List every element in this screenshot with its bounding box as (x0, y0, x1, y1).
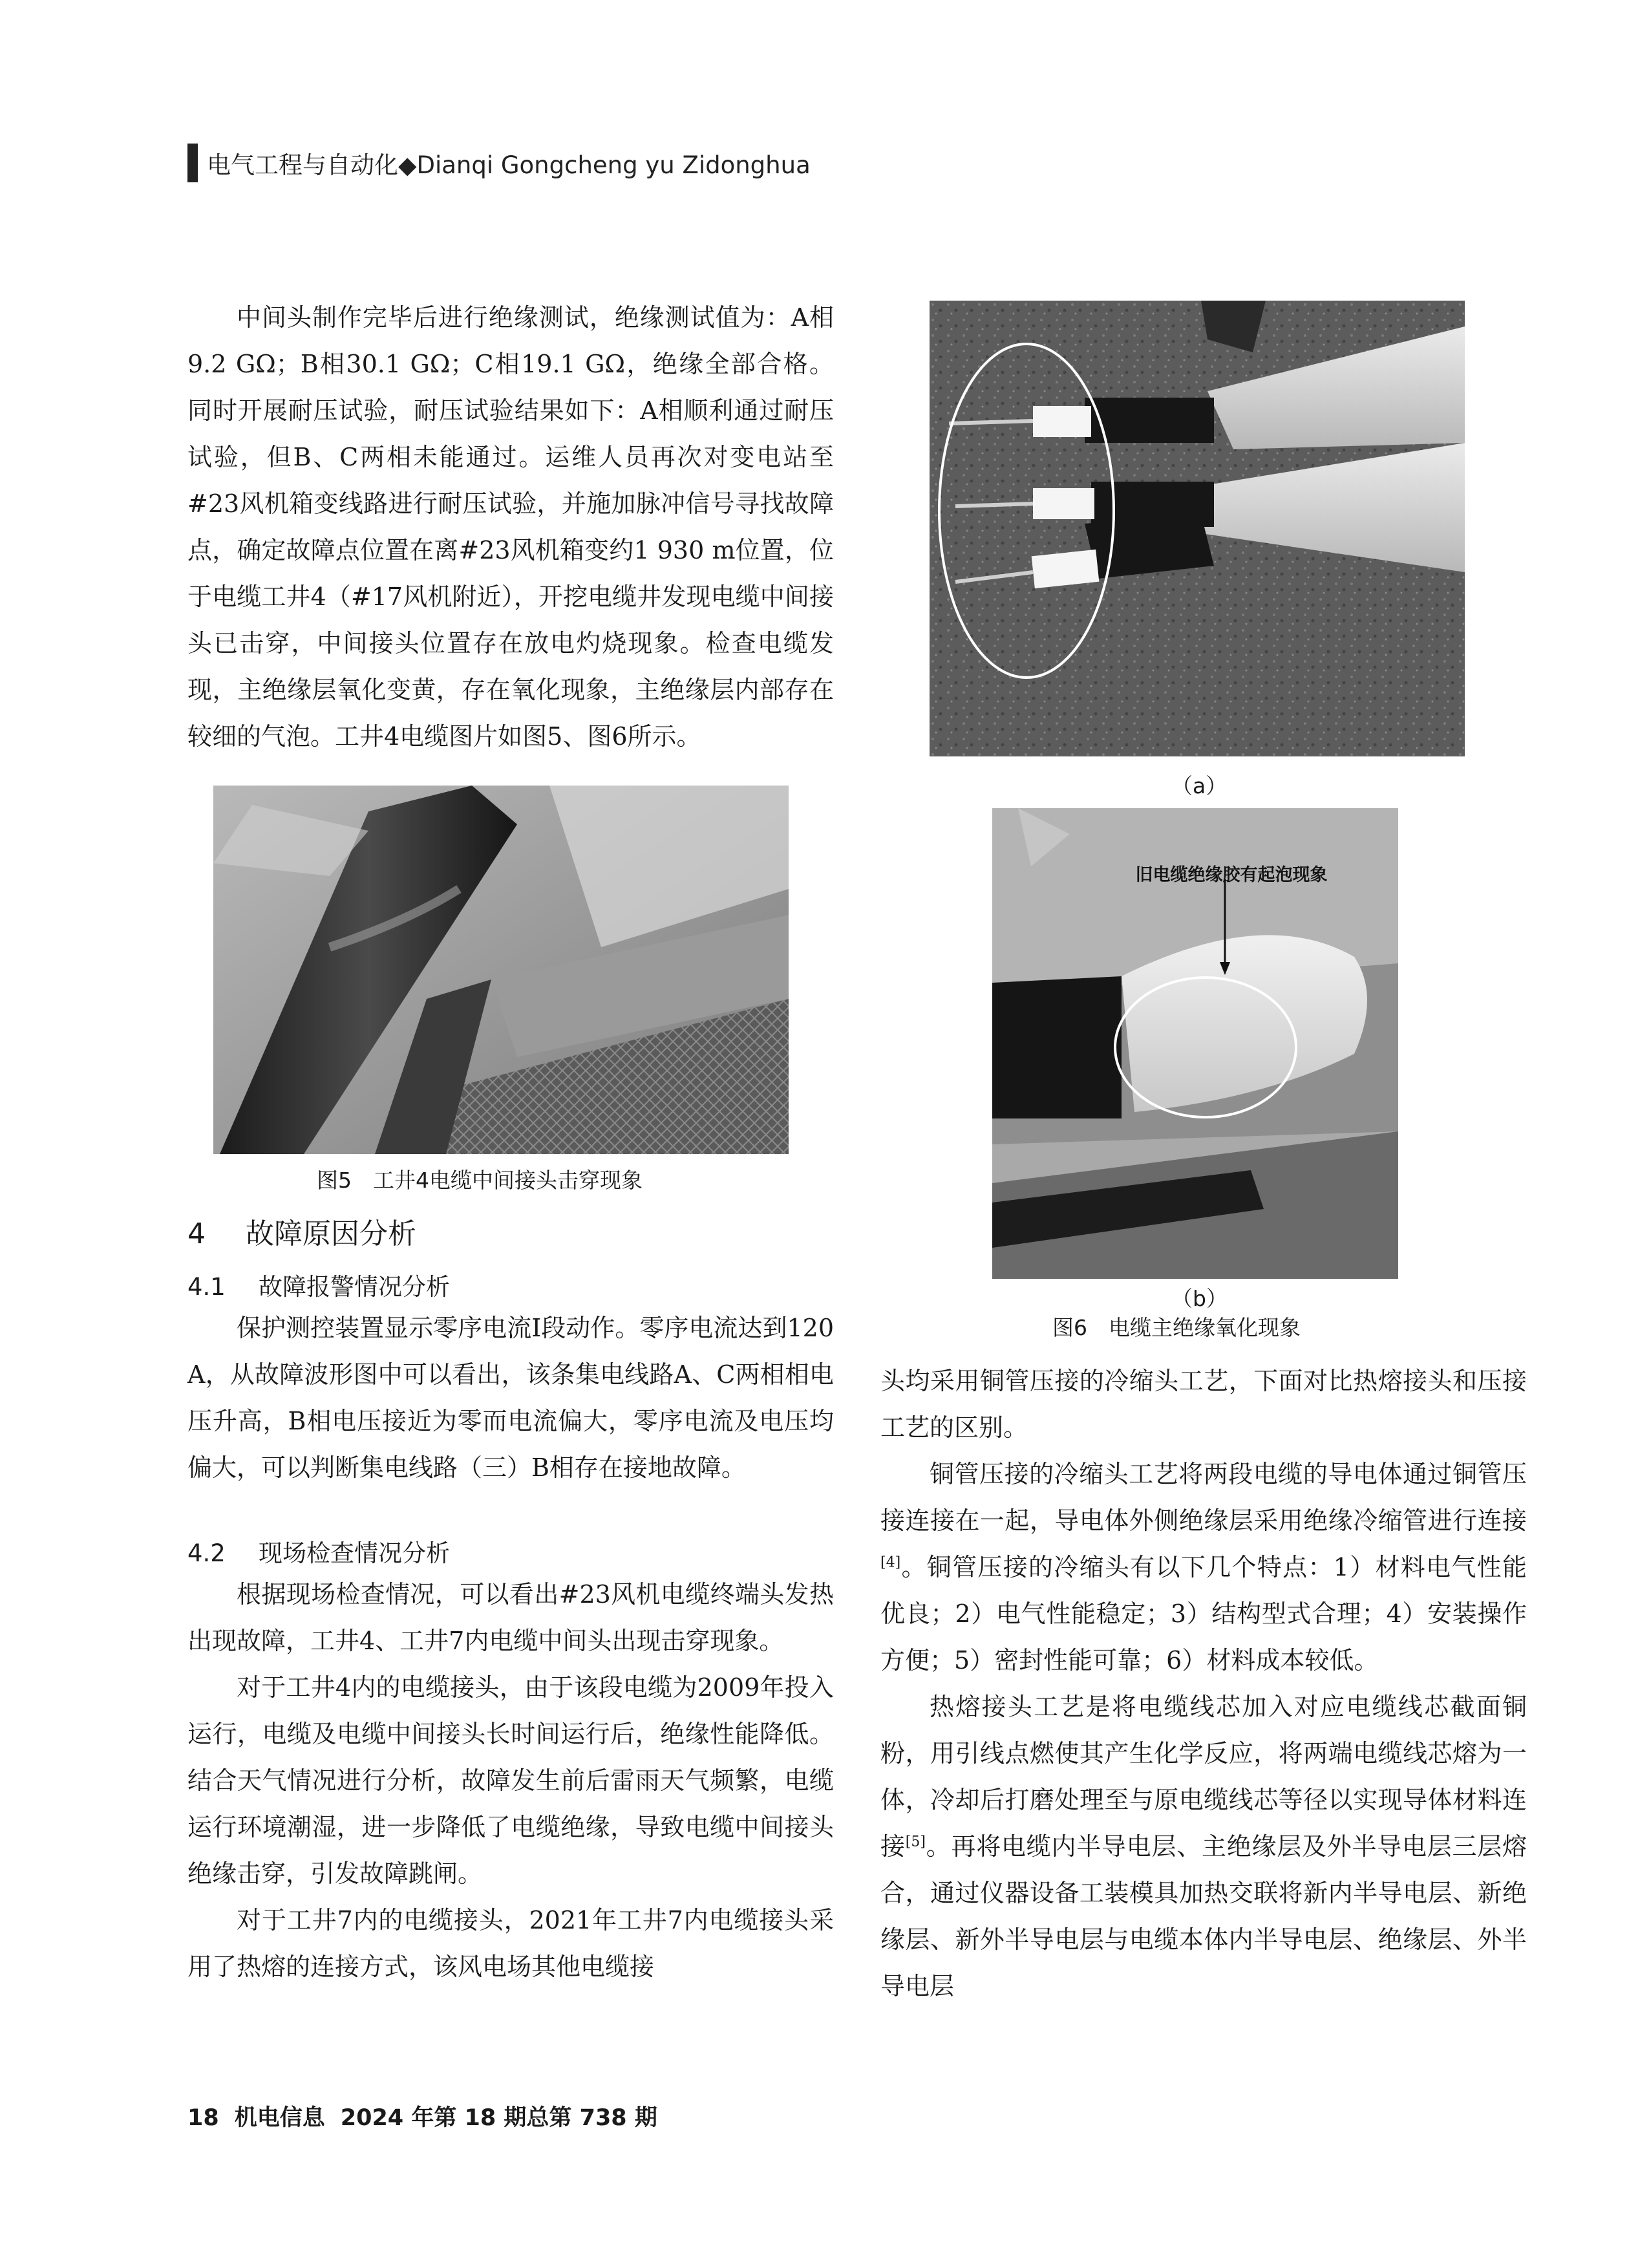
figure-6b-label: （b） (1171, 1286, 1228, 1311)
subsection-number: 4.1 (187, 1273, 226, 1301)
figure-5-photo (213, 786, 789, 1154)
paragraph-well-4-joint: 对于工井4内的电缆接头，由于该段电缆为2009年投入运行，电缆及电缆中间接头长时间运行后，绝缘性能降低。结合天气情况进行分析，故障发生前后雷雨天气频繁，电缆运行环境潮湿，进一步降低了电缆绝缘，导致电缆中间接头绝缘击穿，引发故障跳闸。 (187, 1673, 834, 1888)
journal-name: 机电信息 (234, 2105, 325, 2131)
paragraph-well-7-joint: 对于工井7内的电缆接头，2021年工井7内电缆接头采用了热熔的连接方式，该风电场其他电缆接 (187, 1906, 834, 1981)
running-header (187, 144, 811, 182)
section-number: 4 (187, 1217, 206, 1250)
paragraph-cold-shrink: 铜管压接的冷缩头工艺将两段电缆的导电体通过铜管压接连接在一起，导电体外侧绝缘层采用绝缘冷缩管进行连接[4]。铜管压接的冷缩头有以下几个特点：1）材料电气性能优良；2）电气性能稳定；3）结构型式合理；4）安装操作方便；5）密封性能可靠；6）材料成本较低。 (880, 1460, 1527, 1674)
header-text: 电气工程与自动化◆Dianqi Gongcheng yu Zidonghua (207, 151, 811, 179)
header-bar (187, 144, 198, 182)
subsection-4-1-heading (187, 1267, 450, 1302)
paragraph-site-inspection: 根据现场检查情况，可以看出#23风机电缆终端头发热出现故障，工井4、工井7内电缆中间头出现击穿现象。 (187, 1580, 834, 1655)
figure-5-caption: 图5 工井4电缆中间接头击穿现象 (317, 1168, 643, 1193)
paragraph-alarm-analysis: 保护测控装置显示零序电流Ⅰ段动作。零序电流达到120 A，从故障波形图中可以看出，该条集电线路A、C两相相电压升高，B相电压接近为零而电流偏大，零序电流及电压均偏大，可以判断集电线路（三）B相存在接地故障。 (187, 1314, 834, 1482)
subsection-4-1-body (187, 1305, 834, 1491)
page-footer (187, 2100, 673, 2132)
subsection-4-2-heading (187, 1534, 450, 1568)
figure-6a-label: （a） (1171, 773, 1228, 798)
subsection-4-2-body (187, 1571, 834, 1990)
paragraph-hot-melt: 热熔接头工艺是将电缆线芯加入对应电缆线芯截面铜粉，用引线点燃使其产生化学反应，将两端电缆线芯熔为一体，冷却后打磨处理至与原电缆线芯等径以实现导体材料连接[5]。再将电缆内半导电层、主绝缘层及外半导电层三层熔合，通过仪器设备工装模具加热交联将新内半导电层、新绝缘层、新外半导电层与电缆本体内半导电层、绝缘层、外半导电层 (880, 1693, 1527, 2000)
page-number: 18 (187, 2105, 219, 2131)
citation-4: [4] (880, 1554, 901, 1571)
subsection-number: 4.2 (187, 1539, 226, 1567)
paragraph-insulation-test: 中间头制作完毕后进行绝缘测试，绝缘测试值为：A相9.2 GΩ；B相30.1 GΩ；C相19.1 GΩ，绝缘全部合格。同时开展耐压试验，耐压试验结果如下：A相顺利通过耐压试验，但B、C两相未能通过。运维人员再次对变电站至#23风机箱变线路进行耐压试验，并施加脉冲信号寻找故障点，确定故障点位置在离#23风机箱变约1 930 m位置，位于电缆工井4（#17风机附近），开挖电缆井发现电缆中间接头已击穿，中间接头位置存在放电灼烧现象。检查电缆发现，主绝缘层氧化变黄，存在氧化现象，主绝缘层内部存在较细的气泡。工井4电缆图片如图5、图6所示。 (187, 303, 834, 751)
figure-6b-annotation: 旧电缆绝缘胶有起泡现象 (1135, 865, 1328, 885)
issue-info: 2024 年第 18 期总第 738 期 (340, 2105, 657, 2131)
citation-5: [5] (905, 1834, 926, 1850)
subsection-title: 现场检查情况分析 (259, 1539, 450, 1567)
subsection-title: 故障报警情况分析 (259, 1273, 450, 1301)
figure-6-caption: 图6 电缆主绝缘氧化现象 (1052, 1315, 1301, 1340)
figure-6a-photo (930, 301, 1465, 756)
right-column-bottom (880, 1358, 1527, 2009)
figure-6b-photo (992, 808, 1398, 1279)
left-column-top (187, 294, 834, 760)
section-title: 故障原因分析 (246, 1217, 416, 1250)
paragraph-joint-comparison: 头均采用铜管压接的冷缩头工艺，下面对比热熔接头和压接工艺的区别。 (880, 1367, 1527, 1442)
section-4-heading (187, 1210, 416, 1252)
